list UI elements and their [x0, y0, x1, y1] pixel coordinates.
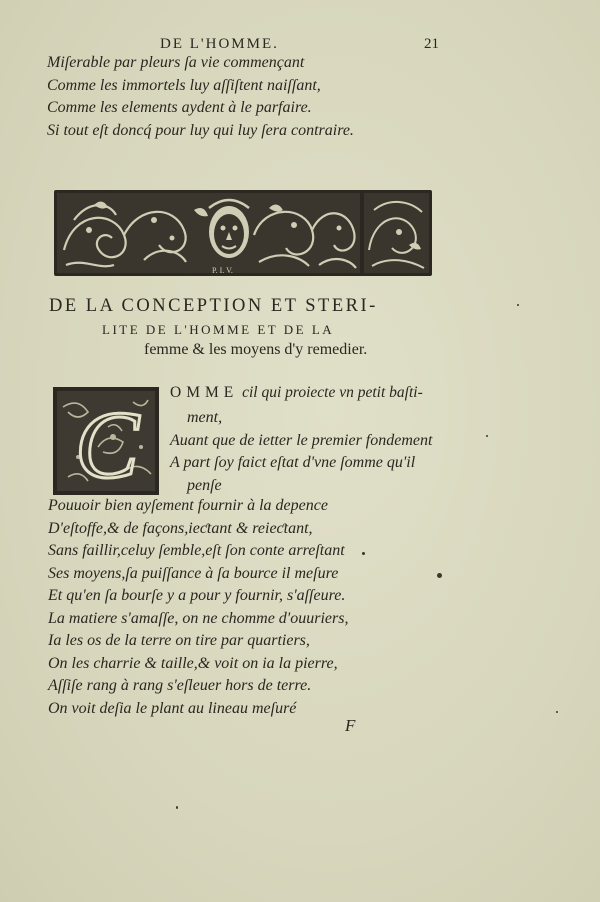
section-title-line-1: DE LA CONCEPTION ET STERI- [49, 296, 378, 316]
verse-line: Comme les elements aydent à le parfaire. [47, 99, 312, 116]
top-verses [47, 52, 354, 142]
verse-line: ment, [187, 409, 223, 426]
verse-line: A part ſoy faict eſtat d'vne ſomme qu'il [170, 454, 416, 471]
verse-line: On les charrie & taille,& voit on ia la pierre, [48, 654, 338, 672]
first-line-rest: cil qui proiecte vn petit baſti- [242, 384, 423, 401]
paper-speck [437, 573, 442, 578]
verse-line: Pouuoir bien ayſement fournir à la depence [48, 497, 328, 514]
dropcap-letter: C [75, 391, 140, 495]
indented-verses [170, 407, 432, 497]
woodcut-headpiece-ornament [54, 190, 432, 276]
paper-speck [176, 806, 178, 809]
main-verses [48, 495, 348, 720]
paper-speck [517, 304, 519, 306]
verse-line: Aſſiſe rang à rang s'eſleuer hors de terre. [48, 677, 312, 694]
verse-line: penſe [187, 476, 222, 494]
paper-speck [486, 435, 488, 437]
ornament-initials: P. I. V. [212, 266, 233, 275]
verse-line: Et qu'en ſa bourſe y a pour y fournir, s'aſſeure. [48, 587, 346, 604]
running-head: DE L'HOMME. [160, 36, 279, 52]
verse-line: Ia les os de la terre on tire par quartiers, [48, 632, 310, 649]
decorated-initial-c-icon [53, 387, 159, 495]
verse-line: Si tout eſt doncq́ pour luy qui luy ſera contraire. [47, 121, 354, 139]
section-title-line-3: femme & les moyens d'y remedier. [144, 341, 368, 358]
section-title-line-2: LITE DE L'HOMME ET DE LA [102, 322, 335, 337]
verse-line: Auant que de ietter le premier fondement [170, 431, 433, 449]
signature-mark: F [345, 716, 356, 735]
first-verse-line [170, 384, 423, 402]
verse-line: D'eſtoffe,& de façons,ieƈtant & reieƈtant, [48, 519, 313, 537]
first-word-caps: OMME [170, 384, 239, 401]
paper-speck [556, 711, 558, 713]
verse-line: On voit deſia le plant au lineau meſuré [48, 699, 297, 717]
verse-line: Sans faillir,celuy ſemble,eſt ſon conte arreſtant [48, 542, 345, 559]
verse-line: Ses moyens,ſa puiſſance à ſa bource il meſure [48, 564, 339, 582]
verse-line: La matiere s'amaſſe, on ne chomme d'ouuriers, [48, 609, 349, 627]
verse-line: Comme les immortels luy aſſiſtent naiſſant, [47, 76, 321, 94]
verse-line: Miſerable par pleurs ſa vie commençant [47, 54, 305, 71]
page-number: 21 [424, 36, 439, 52]
paper-speck [362, 552, 365, 555]
